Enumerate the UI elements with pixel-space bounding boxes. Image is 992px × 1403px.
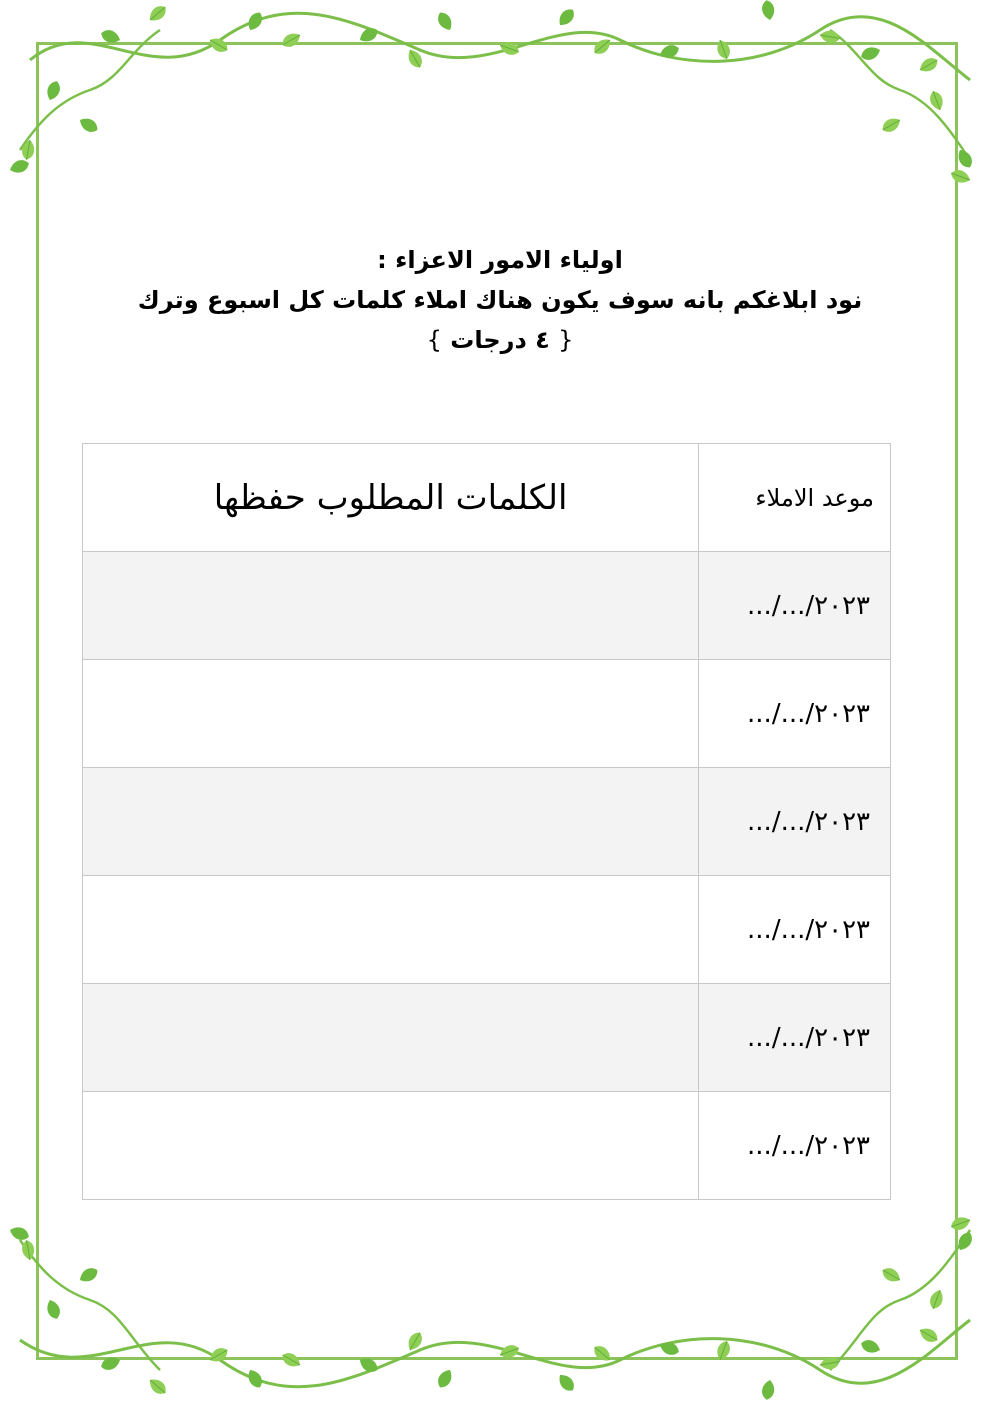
brace-close: } [426,326,442,354]
table-row [83,984,891,1092]
dictation-schedule-table [82,443,891,1200]
notice-grade-note [100,320,900,360]
notice-heading [100,240,900,360]
date-cell[interactable]: .../.../٢٠٢٣ [699,660,891,768]
words-cell[interactable] [83,552,699,660]
words-cell[interactable] [83,1092,699,1200]
table-header-row [83,444,891,552]
brace-open: { [558,326,574,354]
table-row [83,552,891,660]
date-cell[interactable]: .../.../٢٠٢٣ [699,1092,891,1200]
table-row [83,1092,891,1200]
date-cell[interactable]: .../.../٢٠٢٣ [699,876,891,984]
table-row [83,768,891,876]
words-cell[interactable] [83,660,699,768]
header-dictation-date: موعد الاملاء [699,444,891,552]
grade-text: ٤ درجات [450,326,550,354]
notice-message: نود ابلاغكم بانه سوف يكون هناك املاء كلمات كل اسبوع وترك [137,286,863,314]
header-words-to-memorize: الكلمات المطلوب حفظها [83,444,699,552]
words-cell[interactable] [83,984,699,1092]
date-cell[interactable]: .../.../٢٠٢٣ [699,984,891,1092]
table-row [83,876,891,984]
words-cell[interactable] [83,876,699,984]
notice-greeting: اولياء الامور الاعزاء : [377,246,623,274]
date-cell[interactable]: .../.../٢٠٢٣ [699,552,891,660]
date-cell[interactable]: .../.../٢٠٢٣ [699,768,891,876]
table-row [83,660,891,768]
words-cell[interactable] [83,768,699,876]
